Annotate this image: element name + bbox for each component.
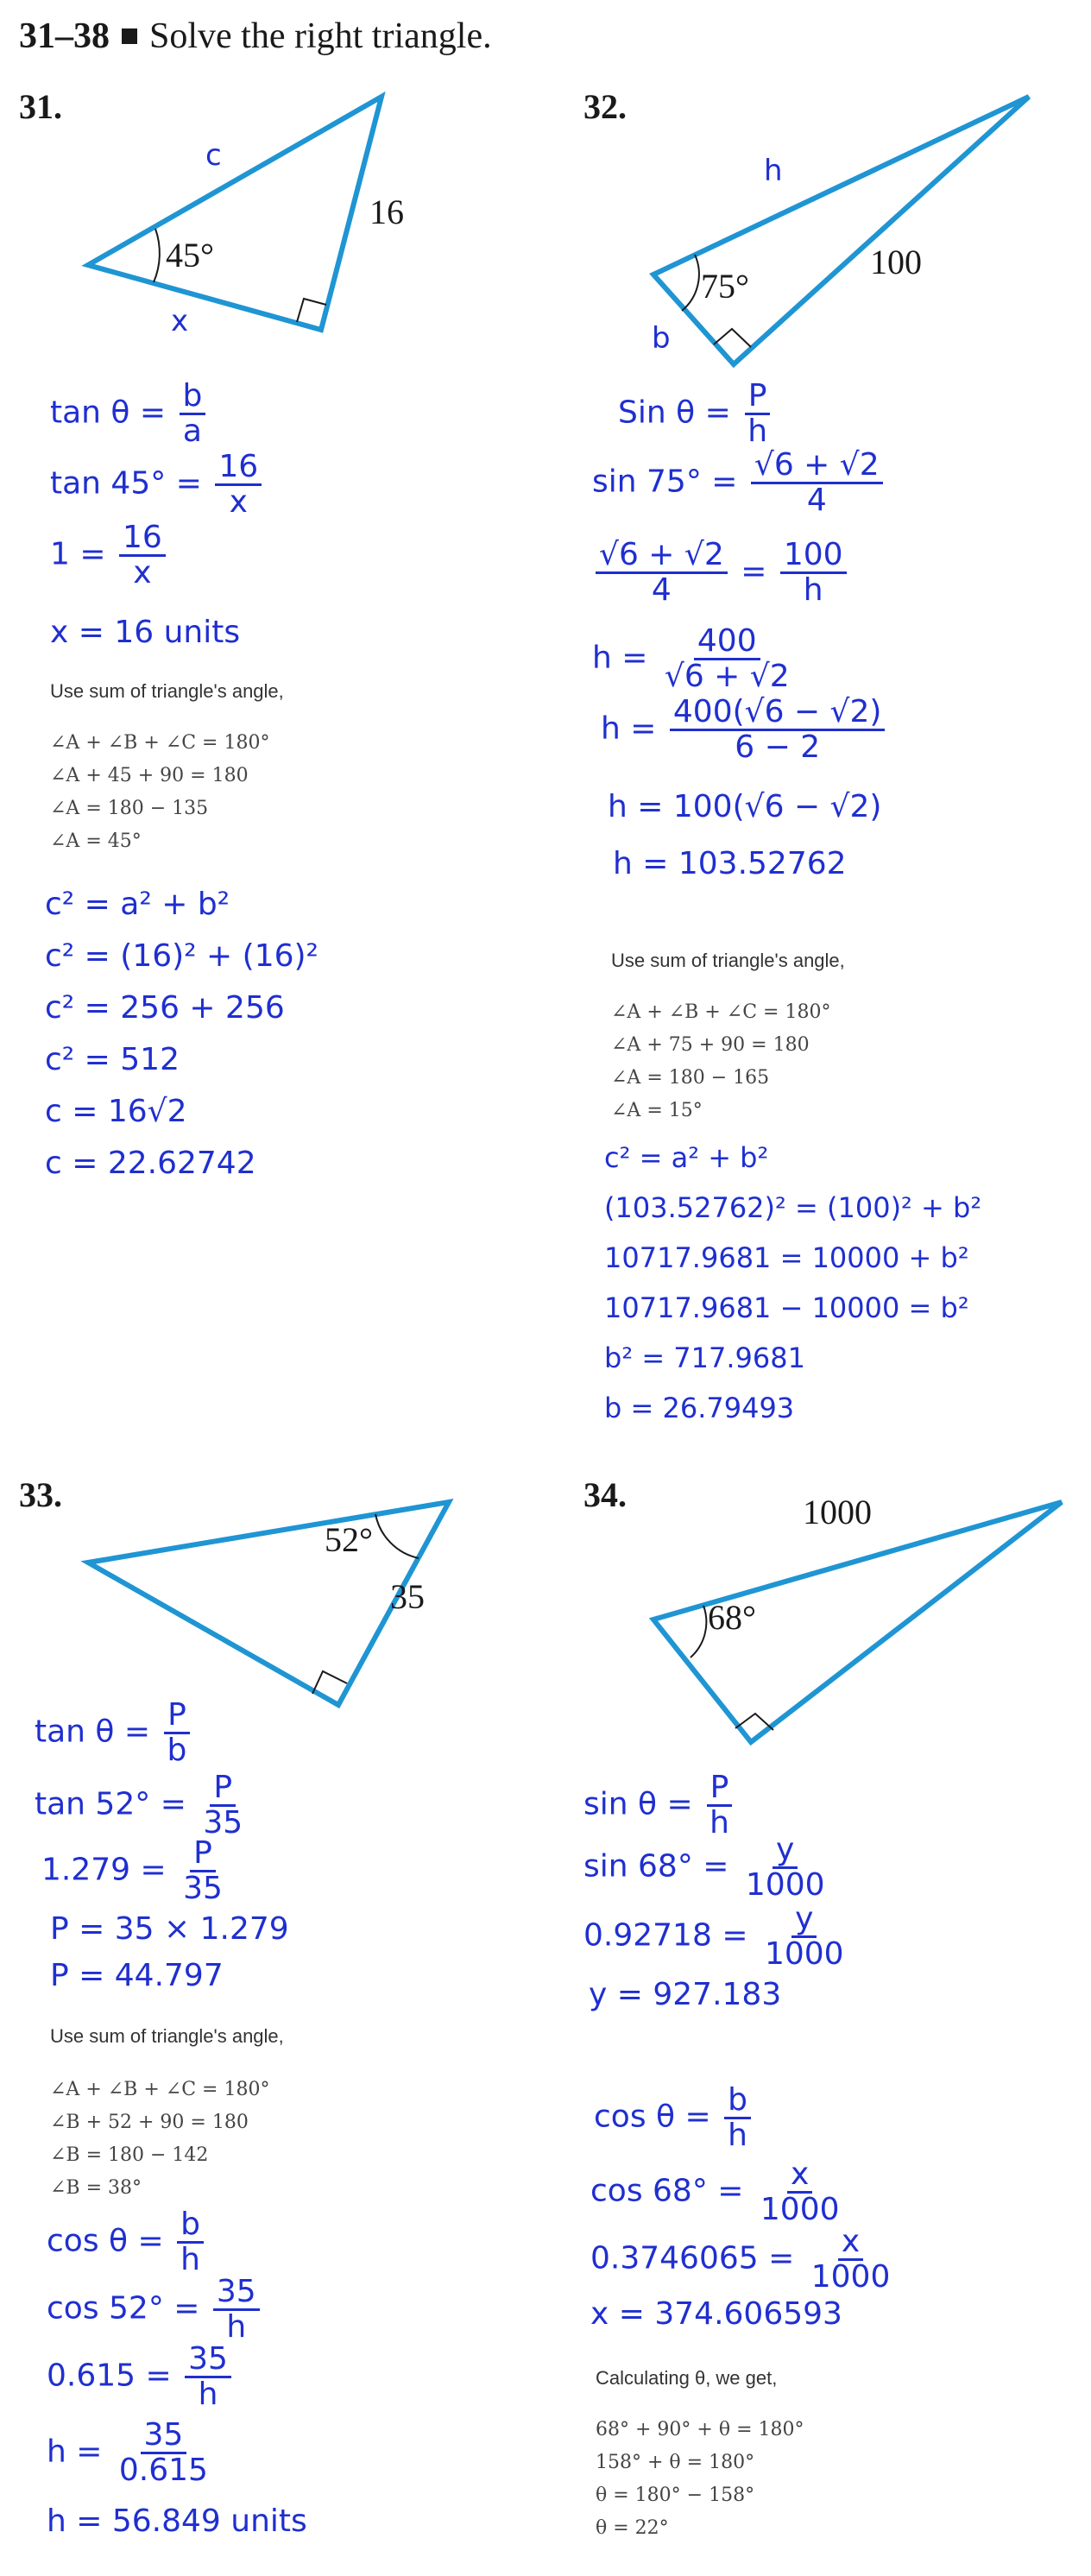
p33-l2-left: tan 52° = (35, 1786, 186, 1822)
p31-l3-left: 1 = (50, 536, 106, 572)
p34-line-4: y = 927.183 (589, 1977, 782, 2012)
p34-theta-note: Calculating θ, we get, (596, 2367, 778, 2389)
p32-l2-num: √6 + √2 (751, 449, 883, 484)
p31-l2-num: 16 (215, 451, 262, 486)
p34-line-2 (583, 1834, 832, 1902)
p33-angle-line: ∠B = 180 − 142 (50, 2144, 209, 2166)
p34-w2-l1-den: h (728, 2117, 747, 2153)
p33-line-9 (47, 2419, 215, 2487)
p32-l3-eq: = (741, 553, 767, 590)
p33-w2-l3-num: 35 (185, 2343, 231, 2378)
p31-line-2 (50, 451, 265, 519)
p33-w2-l4-num: 35 (141, 2419, 187, 2454)
p34-l3-left: 0.92718 = (583, 1917, 748, 1954)
p32-angle-block (611, 996, 830, 1127)
p34-theta-line: 68° + 90° + θ = 180° (596, 2419, 804, 2440)
p31-l3-num: 16 (119, 521, 166, 557)
p31-angle-note: Use sum of triangle's angle, (50, 680, 284, 702)
p33-line-4: P = 35 × 1.279 (50, 1911, 289, 1947)
triangle-31-angle: 45° (166, 236, 214, 275)
p33-angle-line: ∠A + ∠B + ∠C = 180° (50, 2079, 270, 2100)
problem-32-number: 32. (583, 87, 627, 126)
p33-w2-l2-left: cos 52° = (47, 2290, 200, 2327)
p32-l3-num1: √6 + √2 (596, 539, 728, 574)
p32-l3-num2: 100 (780, 539, 847, 574)
p32-l3-den1: 4 (651, 571, 672, 608)
p32-pyth-line: b² = 717.9681 (604, 1342, 805, 1374)
p32-l1-den: h (747, 413, 768, 449)
exercise-instruction: Solve the right triangle. (149, 16, 492, 56)
p32-angle-line: ∠A + 75 + 90 = 180 (611, 1034, 810, 1056)
p32-angle-line: ∠A + ∠B + ∠C = 180° (611, 1001, 831, 1023)
p34-line-7 (590, 2226, 897, 2294)
p33-w2-l3-den: h (198, 2376, 218, 2412)
p32-l2-left: sin 75° = (592, 464, 738, 500)
p33-line-1 (35, 1699, 193, 1767)
problem-31-number: 31. (19, 87, 62, 126)
p32-line-3 (592, 539, 850, 607)
p33-angle-block (50, 2074, 269, 2205)
p32-l4-left: h = (592, 640, 648, 676)
p34-l2-den: 1000 (745, 1866, 825, 1903)
p31-pyth-line: c² = 256 + 256 (45, 990, 285, 1026)
p34-w2-l2-num: x (787, 2158, 812, 2194)
p31-angle-block (50, 727, 269, 858)
p34-w2-l2-left: cos 68° = (590, 2173, 744, 2209)
triangle-32-label-h: h (764, 154, 783, 188)
p34-w2-l3-left: 0.3746065 = (590, 2240, 795, 2276)
p34-line-1 (583, 1771, 736, 1840)
triangle-31-side: 16 (369, 193, 404, 231)
triangle-32 (653, 97, 1029, 364)
p34-l1-left: sin θ = (583, 1786, 693, 1822)
p33-w2-l4-left: h = (47, 2434, 103, 2470)
p34-line-8: x = 374.606593 (590, 2296, 842, 2332)
p31-l1-num: b (180, 380, 206, 415)
p33-w2-l4-den: 0.615 (118, 2452, 208, 2488)
triangle-32-angle: 75° (701, 267, 749, 306)
p33-w2-l1-num: b (177, 2208, 204, 2244)
triangle-31-label-c: c (205, 138, 222, 173)
p34-w2-l1-left: cos θ = (594, 2099, 711, 2135)
problem-34-number: 34. (583, 1475, 627, 1514)
p32-line-5 (601, 696, 888, 764)
p32-l2-den: 4 (806, 482, 827, 518)
p33-line-8 (47, 2343, 235, 2411)
p34-line-6 (590, 2158, 847, 2226)
p32-l5-left: h = (601, 710, 657, 747)
p34-w2-l2-den: 1000 (760, 2191, 840, 2227)
p34-w2-l3-num: x (838, 2226, 863, 2261)
p32-line-2 (592, 449, 886, 517)
triangle-32-side: 100 (870, 243, 922, 281)
p34-theta-block (596, 2414, 804, 2545)
p34-w2-l3-den: 1000 (810, 2258, 891, 2295)
p33-l3-den: 35 (183, 1870, 223, 1906)
p31-pyth-line: c = 16√2 (45, 1094, 187, 1129)
triangle-33-angle: 52° (325, 1520, 373, 1559)
p33-l2-num: P (210, 1771, 236, 1807)
p32-pyth-block (604, 1133, 981, 1433)
p33-l3-num: P (190, 1837, 216, 1872)
p32-line-4 (592, 625, 797, 693)
p33-l1-den: b (167, 1732, 187, 1768)
p31-pyth-line: c² = (16)² + (16)² (45, 938, 318, 974)
triangle-31 (88, 97, 382, 330)
p31-angle-line: ∠A = 45° (50, 830, 142, 852)
p32-line-6: h = 100(√6 − √2) (608, 789, 882, 824)
p34-theta-line: θ = 180° − 158° (596, 2484, 755, 2506)
p31-line-1 (50, 380, 209, 448)
problem-33-number: 33. (19, 1475, 62, 1514)
p33-w2-l3-left: 0.615 = (47, 2358, 172, 2394)
p32-l4-den: √6 + √2 (664, 658, 790, 694)
p33-line-3 (41, 1837, 230, 1905)
p34-theta-line: 158° + θ = 180° (596, 2452, 755, 2473)
p34-l3-num: y (791, 1903, 817, 1938)
p32-l4-num: 400 (694, 625, 760, 660)
p31-line-3 (50, 521, 169, 590)
p31-pyth-line: c = 22.62742 (45, 1146, 256, 1181)
p34-l1-den: h (709, 1804, 729, 1840)
p33-l3-left: 1.279 = (41, 1852, 167, 1888)
p32-pyth-line: 10717.9681 = 10000 + b² (604, 1241, 969, 1274)
p34-l2-left: sin 68° = (583, 1848, 729, 1885)
p31-line-4: x = 16 units (50, 615, 241, 650)
p33-w2-l2-num: 35 (213, 2276, 260, 2311)
p32-angle-note: Use sum of triangle's angle, (611, 950, 845, 971)
p32-l5-den: 6 − 2 (735, 729, 821, 765)
exercise-range: 31–38 (19, 16, 110, 56)
p32-l3-den2: h (803, 571, 823, 608)
p34-l1-num: P (707, 1771, 733, 1807)
p34-line-5 (594, 2084, 754, 2152)
p33-l1-num: P (164, 1699, 190, 1734)
p32-line-1 (618, 380, 774, 448)
p32-l1-num: P (745, 380, 771, 415)
p31-l2-left: tan 45° = (50, 465, 202, 502)
p32-l1-left: Sin θ = (618, 395, 731, 431)
triangle-33-side: 35 (390, 1577, 425, 1616)
p34-theta-line: θ = 22° (596, 2517, 669, 2539)
triangle-31-label-x: x (171, 304, 189, 338)
p33-l1-left: tan θ = (35, 1714, 151, 1750)
p33-line-2 (35, 1771, 249, 1840)
p32-l5-num: 400(√6 − √2) (670, 696, 886, 731)
p31-l1-den: a (182, 413, 202, 449)
p31-angle-line: ∠A + 45 + 90 = 180 (50, 765, 249, 786)
p33-w2-l2-den: h (226, 2308, 247, 2345)
p33-line-7 (47, 2276, 263, 2344)
p33-angle-line: ∠B + 52 + 90 = 180 (50, 2112, 249, 2133)
p32-angle-line: ∠A = 180 − 165 (611, 1067, 770, 1089)
p34-w2-l1-num: b (724, 2084, 751, 2119)
p32-pyth-line: b = 26.79493 (604, 1392, 795, 1424)
p34-l2-num: y (773, 1834, 798, 1869)
triangle-32-label-b: b (652, 321, 671, 356)
p31-l2-den: x (229, 483, 248, 520)
p33-w2-l1-left: cos θ = (47, 2223, 164, 2259)
p33-angle-note: Use sum of triangle's angle, (50, 2025, 284, 2047)
p32-pyth-line: (103.52762)² = (100)² + b² (604, 1191, 982, 1224)
p32-line-7: h = 103.52762 (613, 846, 847, 881)
p32-angle-line: ∠A = 15° (611, 1100, 703, 1121)
p31-angle-line: ∠A = 180 − 135 (50, 798, 209, 819)
p31-l1-left: tan θ = (50, 395, 167, 431)
triangle-34-side: 1000 (803, 1493, 872, 1531)
p33-l2-den: 35 (203, 1804, 243, 1840)
p33-line-10: h = 56.849 units (47, 2503, 307, 2539)
p32-pyth-line: 10717.9681 − 10000 = b² (604, 1291, 969, 1324)
p31-pyth-line: c² = 512 (45, 1042, 180, 1077)
p32-pyth-line: c² = a² + b² (604, 1141, 769, 1174)
p33-angle-line: ∠B = 38° (50, 2177, 142, 2199)
p31-angle-line: ∠A + ∠B + ∠C = 180° (50, 732, 270, 754)
p33-w2-l1-den: h (180, 2241, 200, 2277)
triangle-34-angle: 68° (708, 1598, 756, 1637)
p34-l3-den: 1000 (764, 1935, 844, 1972)
p33-line-5: P = 44.797 (50, 1958, 224, 1993)
p31-pyth-line: c² = a² + b² (45, 887, 230, 922)
p33-line-6 (47, 2208, 207, 2276)
p34-line-3 (583, 1903, 851, 1971)
p31-pyth-block (45, 879, 318, 1190)
p31-l3-den: x (133, 554, 152, 590)
